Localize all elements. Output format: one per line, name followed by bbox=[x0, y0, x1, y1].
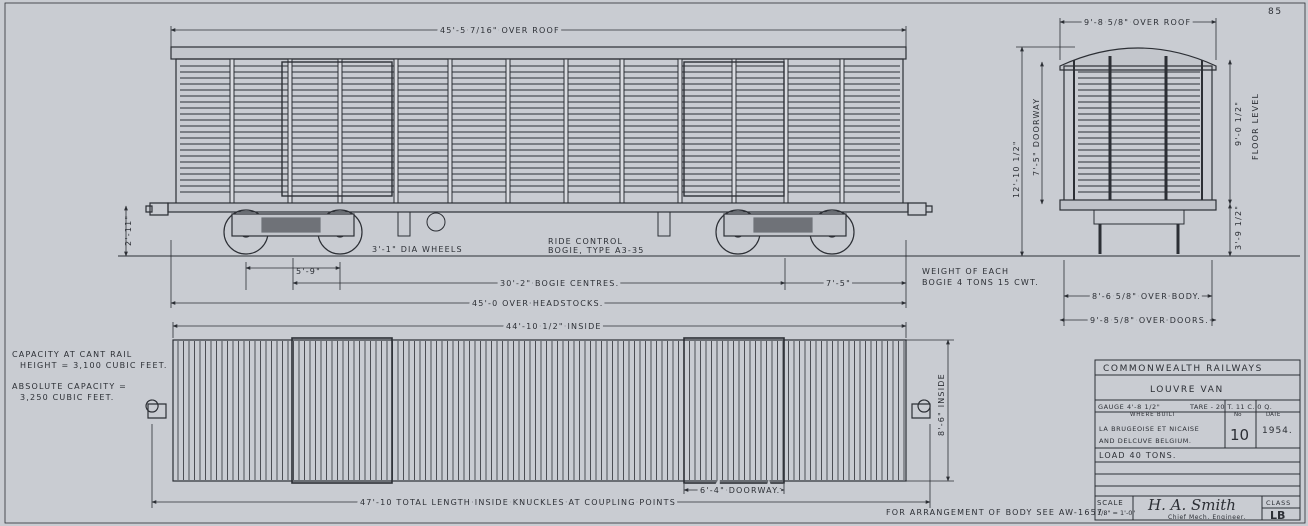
side-underframe bbox=[168, 203, 908, 212]
plan-door-left bbox=[292, 338, 392, 483]
label-wheels: 3'-1" DIA WHEELS bbox=[372, 245, 463, 254]
page-number: 85 bbox=[1268, 7, 1283, 17]
tb-vehicle: LOUVRE VAN bbox=[1150, 385, 1224, 395]
end-headstock bbox=[1060, 200, 1216, 210]
tb-builder-line2: AND DELCUVE BELGIUM. bbox=[1099, 437, 1192, 445]
tb-class-label: CLASS bbox=[1266, 499, 1292, 507]
label-bogie-type: BOGIE, TYPE A3-35 bbox=[548, 246, 645, 255]
tb-year: 1954. bbox=[1262, 426, 1293, 436]
tb-builder-line1: LA BRUGEOISE ET NICAISE bbox=[1099, 425, 1200, 433]
capacity-cant-line2: HEIGHT = 3,100 CUBIC FEET. bbox=[20, 361, 168, 370]
tb-tare: TARE - 20 T. 11 C. 0 Q. bbox=[1190, 403, 1273, 411]
end-elevation bbox=[1060, 48, 1216, 254]
side-posts bbox=[230, 59, 844, 204]
side-body bbox=[176, 59, 903, 204]
brake-cylinder bbox=[398, 212, 410, 236]
plan-coupler-right bbox=[912, 400, 930, 418]
tb-scale-value: 1/8" = 1'-0" bbox=[1097, 509, 1136, 517]
centre-fitting bbox=[658, 212, 670, 236]
tb-railway: COMMONWEALTH RAILWAYS bbox=[1103, 364, 1263, 374]
dim-over-body: 8'-6 5/8" OVER BODY. bbox=[1092, 292, 1201, 301]
dim-end-to-bogie: 7'-5" bbox=[826, 279, 851, 288]
dim-bogie-centres: 30'-2" BOGIE CENTRES. bbox=[500, 279, 620, 288]
side-coupler-left bbox=[146, 203, 168, 215]
plan-body bbox=[173, 340, 906, 481]
height-dimensions bbox=[1016, 47, 1075, 256]
label-ride-control: RIDE CONTROL bbox=[548, 237, 624, 246]
tb-col-no: No bbox=[1234, 412, 1242, 418]
dim-coupler-height: 2'-11" bbox=[124, 214, 133, 246]
dim-wheelbase: 5'-9" bbox=[296, 267, 321, 276]
plan-dimensions bbox=[152, 322, 954, 508]
tb-col-where-built: WHERE BUILT bbox=[1130, 412, 1176, 418]
dim-total-length: 47'-10 TOTAL LENGTH INSIDE KNUCKLES AT COUPLING POINTS bbox=[360, 498, 676, 507]
tb-col-date: DATE bbox=[1266, 412, 1281, 418]
tb-class-value: LB bbox=[1270, 509, 1286, 522]
dim-floor-above-rail: 3'-9 1/2" bbox=[1234, 204, 1243, 250]
plan-view bbox=[146, 338, 930, 483]
bogie-right bbox=[716, 210, 854, 254]
bogie-weight-line1: WEIGHT OF EACH bbox=[922, 267, 1010, 276]
capacity-absolute-line2: 3,250 CUBIC FEET. bbox=[20, 393, 115, 402]
arrangement-note: FOR ARRANGEMENT OF BODY SEE AW-1657. bbox=[886, 508, 1107, 517]
tb-signature: H. A. Smith bbox=[1148, 496, 1236, 514]
capacity-absolute-line1: ABSOLUTE CAPACITY = bbox=[12, 382, 128, 391]
bogie-weight-line2: BOGIE 4 TONS 15 CWT. bbox=[922, 278, 1039, 287]
dim-end-over-roof: 9'-8 5/8" OVER ROOF bbox=[1084, 18, 1192, 27]
plan-door-right bbox=[684, 338, 784, 483]
dim-over-doors: 9'-8 5/8" OVER DOORS. bbox=[1090, 316, 1209, 325]
dim-inside-length: 44'-10 1/2" INSIDE bbox=[506, 322, 602, 331]
dim-floor-level-height: 9'-0 1/2" bbox=[1234, 100, 1243, 146]
tb-signatory: Chief Mech. Engineer. bbox=[1168, 514, 1246, 521]
side-dimensions bbox=[126, 26, 906, 308]
brake-reservoir bbox=[427, 213, 445, 231]
tb-number: 10 bbox=[1230, 426, 1250, 444]
end-roof bbox=[1060, 48, 1216, 70]
side-roof bbox=[171, 47, 906, 59]
side-door-left bbox=[282, 62, 392, 196]
side-coupler-right bbox=[908, 203, 932, 215]
dim-doorway-width: 6'-4" DOORWAY. bbox=[700, 486, 781, 495]
end-bogie-frame bbox=[1094, 210, 1184, 224]
dim-doorway-height: 7'-5" DOORWAY bbox=[1032, 97, 1041, 176]
dim-over-headstocks: 45'-0 OVER HEADSTOCKS. bbox=[472, 299, 604, 308]
label-floor-level: FLOOR LEVEL bbox=[1251, 92, 1260, 160]
tb-load: LOAD 40 TONS. bbox=[1099, 451, 1177, 460]
tb-scale-label: SCALE bbox=[1097, 499, 1124, 507]
dim-inside-width: 8'-6" INSIDE bbox=[937, 373, 946, 436]
plan-coupler-left bbox=[146, 400, 166, 418]
tb-gauge: GAUGE 4'-8 1/2" bbox=[1098, 403, 1161, 411]
bogie-left bbox=[224, 210, 362, 254]
end-body bbox=[1064, 66, 1212, 204]
plan-roof-slats bbox=[178, 341, 904, 480]
end-louvres bbox=[1078, 72, 1200, 192]
capacity-cant-line1: CAPACITY AT CANT RAIL bbox=[12, 350, 133, 359]
dim-over-roof: 45'-5 7/16" OVER ROOF bbox=[440, 26, 560, 35]
dim-overall-height: 12'-10 1/2" bbox=[1012, 140, 1021, 198]
